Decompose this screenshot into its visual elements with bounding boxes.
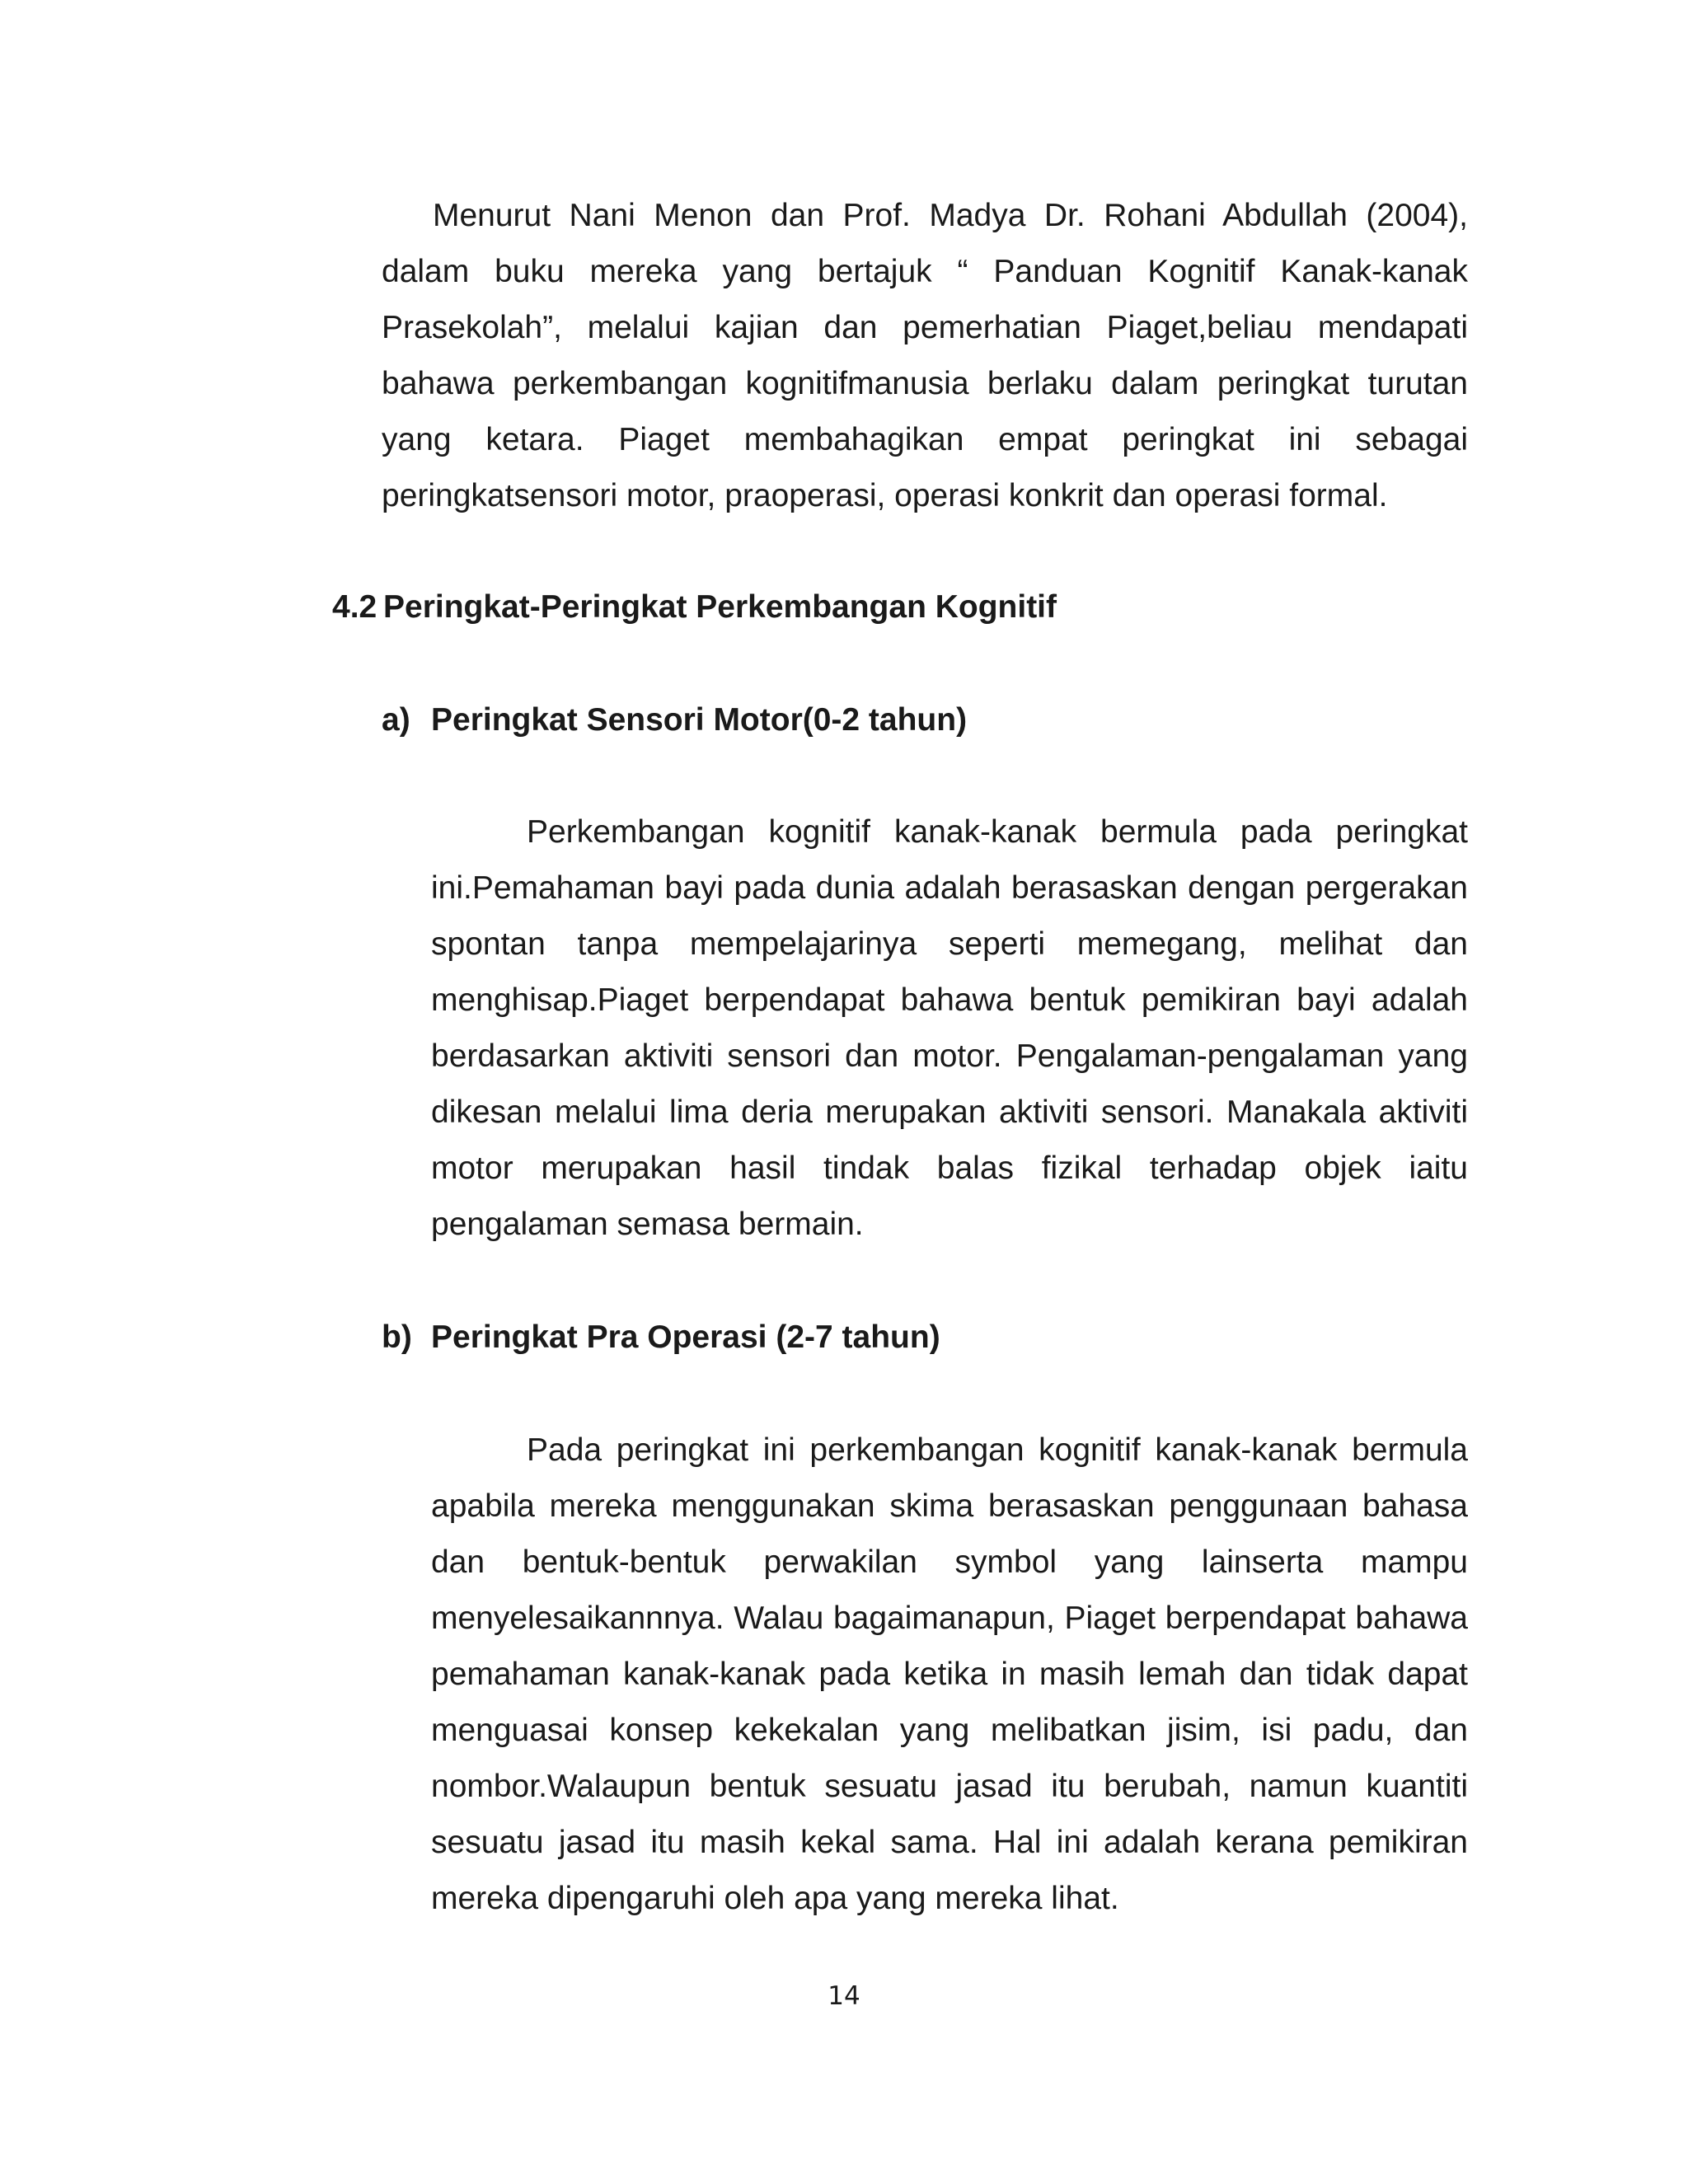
subsection-b-paragraph: Pada peringkat ini perkembangan kognitif kanak-kanak bermula apabila mereka menggunakan skima berasaskan penggunaan bahasa dan bentuk-bentuk perwakilan symbol yang lainserta mampu menyelesaikannnya. Walau bagaimanapun, Piaget berpendapat bahawa pemahaman kanak-kanak pada ketika in masih lemah dan tidak dapat menguasai konsep kekekalan yang melibatkan jisim, isi padu, dan nombor.Walaupun bentuk sesuatu jasad itu berubah, namun kuantiti sesuatu jasad itu masih kekal sama. Hal ini adalah kerana pemikiran mereka dipengaruhi oleh apa yang mereka lihat. (431, 1432, 1468, 1916)
subsection-b-label: b) (382, 1319, 412, 1355)
subsection-a-label: a) (382, 702, 410, 738)
page-number: 14 (828, 1981, 860, 2011)
subsection-a-title: Peringkat Sensori Motor(0-2 tahun) (431, 702, 968, 738)
subsection-a-paragraph: Perkembangan kognitif kanak-kanak bermula pada peringkat ini.Pemahaman bayi pada dunia adalah berasaskan dengan pergerakan spontan tanpa mempelajarinya seperti memegang, melihat dan menghisap.Piaget berpendapat bahawa bentuk pemikiran bayi adalah berdasarkan aktiviti sensori dan motor. Pengalaman-pengalaman yang dikesan melalui lima deria merupakan aktiviti sensori. Manakala aktiviti motor merupakan hasil tindak balas fizikal terhadap objek iaitu pengalaman semasa bermain. (431, 814, 1468, 1242)
subsection-a-heading (382, 700, 967, 741)
intro-paragraph: Menurut Nani Menon dan Prof. Madya Dr. Rohani Abdullah (2004), dalam buku mereka yang bertajuk “ Panduan Kognitif Kanak-kanak Prasekolah”, melalui kajian dan pemerhatian Piaget,beliau mendapati bahawa perkembangan kognitifmanusia berlaku dalam peringkat turutan yang ketara. Piaget membahagikan empat peringkat ini sebagai peringkatsensori motor, praoperasi, operasi konkrit dan operasi formal. (382, 198, 1468, 513)
subsection-b-heading (382, 1317, 940, 1358)
section-number: 4.2 (332, 589, 377, 625)
section-title: Peringkat-Peringkat Perkembangan Kognitif (383, 589, 1057, 625)
section-heading (332, 587, 1057, 628)
subsection-b-title: Peringkat Pra Operasi (2-7 tahun) (431, 1319, 940, 1355)
